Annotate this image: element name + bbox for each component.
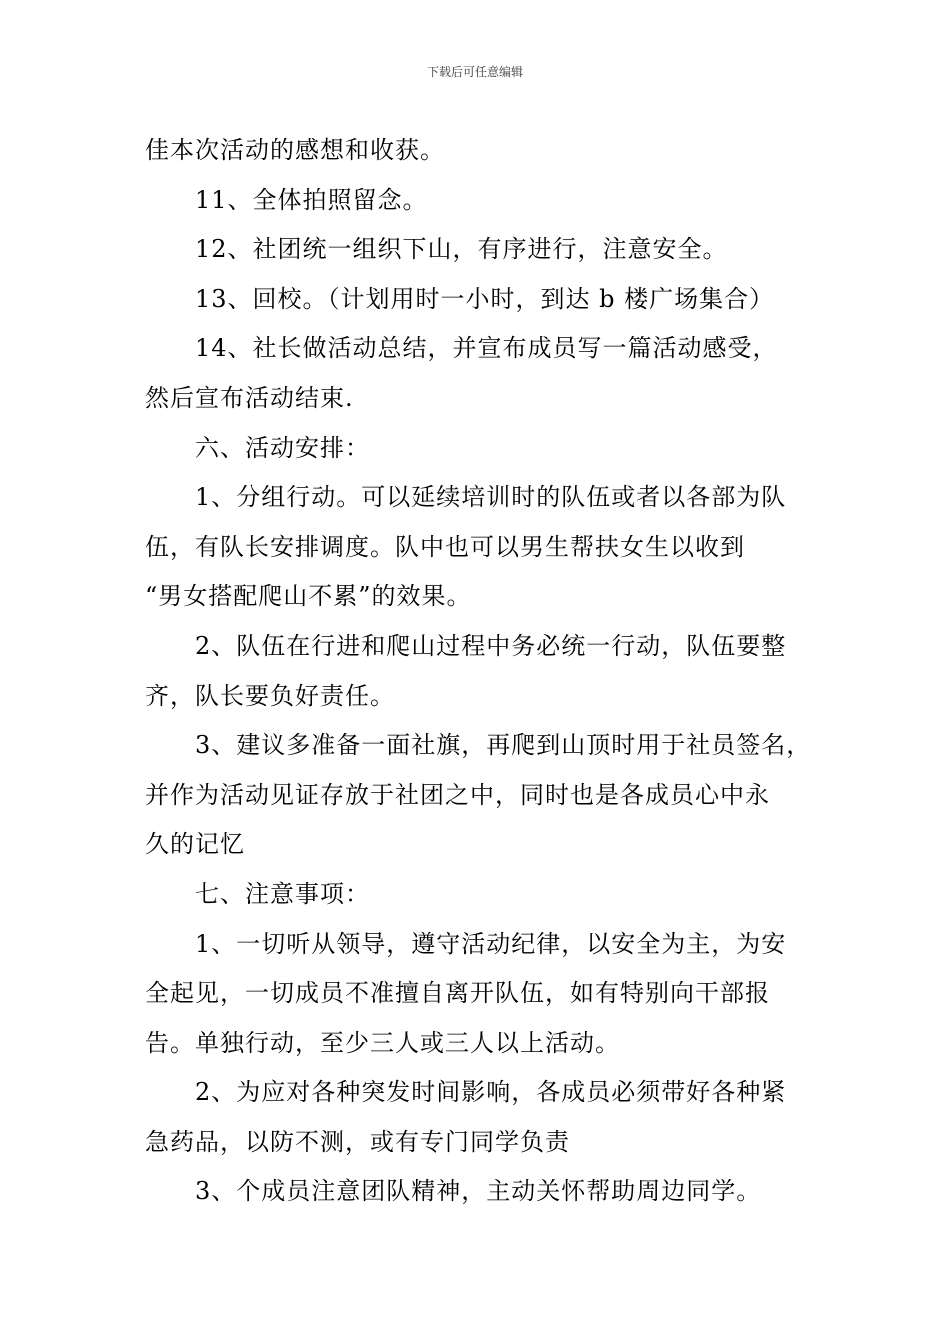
text-line: 2、为应对各种突发时间影响，各成员必须带好各种紧	[195, 1078, 787, 1107]
text-line: 告。单独行动，至少三人或三人以上活动。	[145, 1028, 620, 1057]
text-line: 2、队伍在行进和爬山过程中务必统一行动，队伍要整	[195, 631, 787, 660]
document-body	[145, 126, 835, 1217]
text-line: 伍，有队长安排调度。队中也可以男生帮扶女生以收到	[145, 532, 745, 561]
text-line: 1、一切听从领导，遵守活动纪律，以安全为主，为安	[195, 929, 787, 958]
text-line: 并作为活动见证存放于社团之中，同时也是各成员心中永	[145, 780, 770, 809]
text-line: 齐，队长要负好责任。	[145, 681, 395, 710]
text-line: 然后宣布活动结束.	[145, 383, 354, 412]
text-line: 12、社团统一组织下山，有序进行，注意安全。	[195, 235, 728, 264]
text-line: 11、全体拍照留念。	[195, 185, 428, 214]
text-line: “男女搭配爬山不累”的效果。	[145, 582, 472, 611]
text-line: 急药品，以防不测，或有专门同学负责	[145, 1127, 570, 1156]
text-line: 佳本次活动的感想和收获。	[145, 136, 445, 164]
text-line: 全起见，一切成员不准擅自离开队伍，如有特别向干部报	[145, 979, 770, 1008]
page-header: 下载后可任意编辑	[426, 65, 523, 79]
section-heading: 六、活动安排：	[195, 433, 370, 462]
text-line: 13、回校。（计划用时一小时，到达 b 楼广场集合）	[195, 284, 775, 313]
text-line: 14、社长做活动总结，并宣布成员写一篇活动感受，	[195, 334, 778, 363]
section-heading: 七、注意事项：	[195, 879, 370, 908]
text-line: 久的记忆	[145, 830, 245, 859]
text-line: 1、分组行动。可以延续培训时的队伍或者以各部为队	[195, 483, 787, 512]
text-line: 3、建议多准备一面社旗，再爬到山顶时用于社员签名，	[195, 731, 812, 760]
text-line: 3、个成员注意团队精神，主动关怀帮助周边同学。	[195, 1177, 762, 1206]
